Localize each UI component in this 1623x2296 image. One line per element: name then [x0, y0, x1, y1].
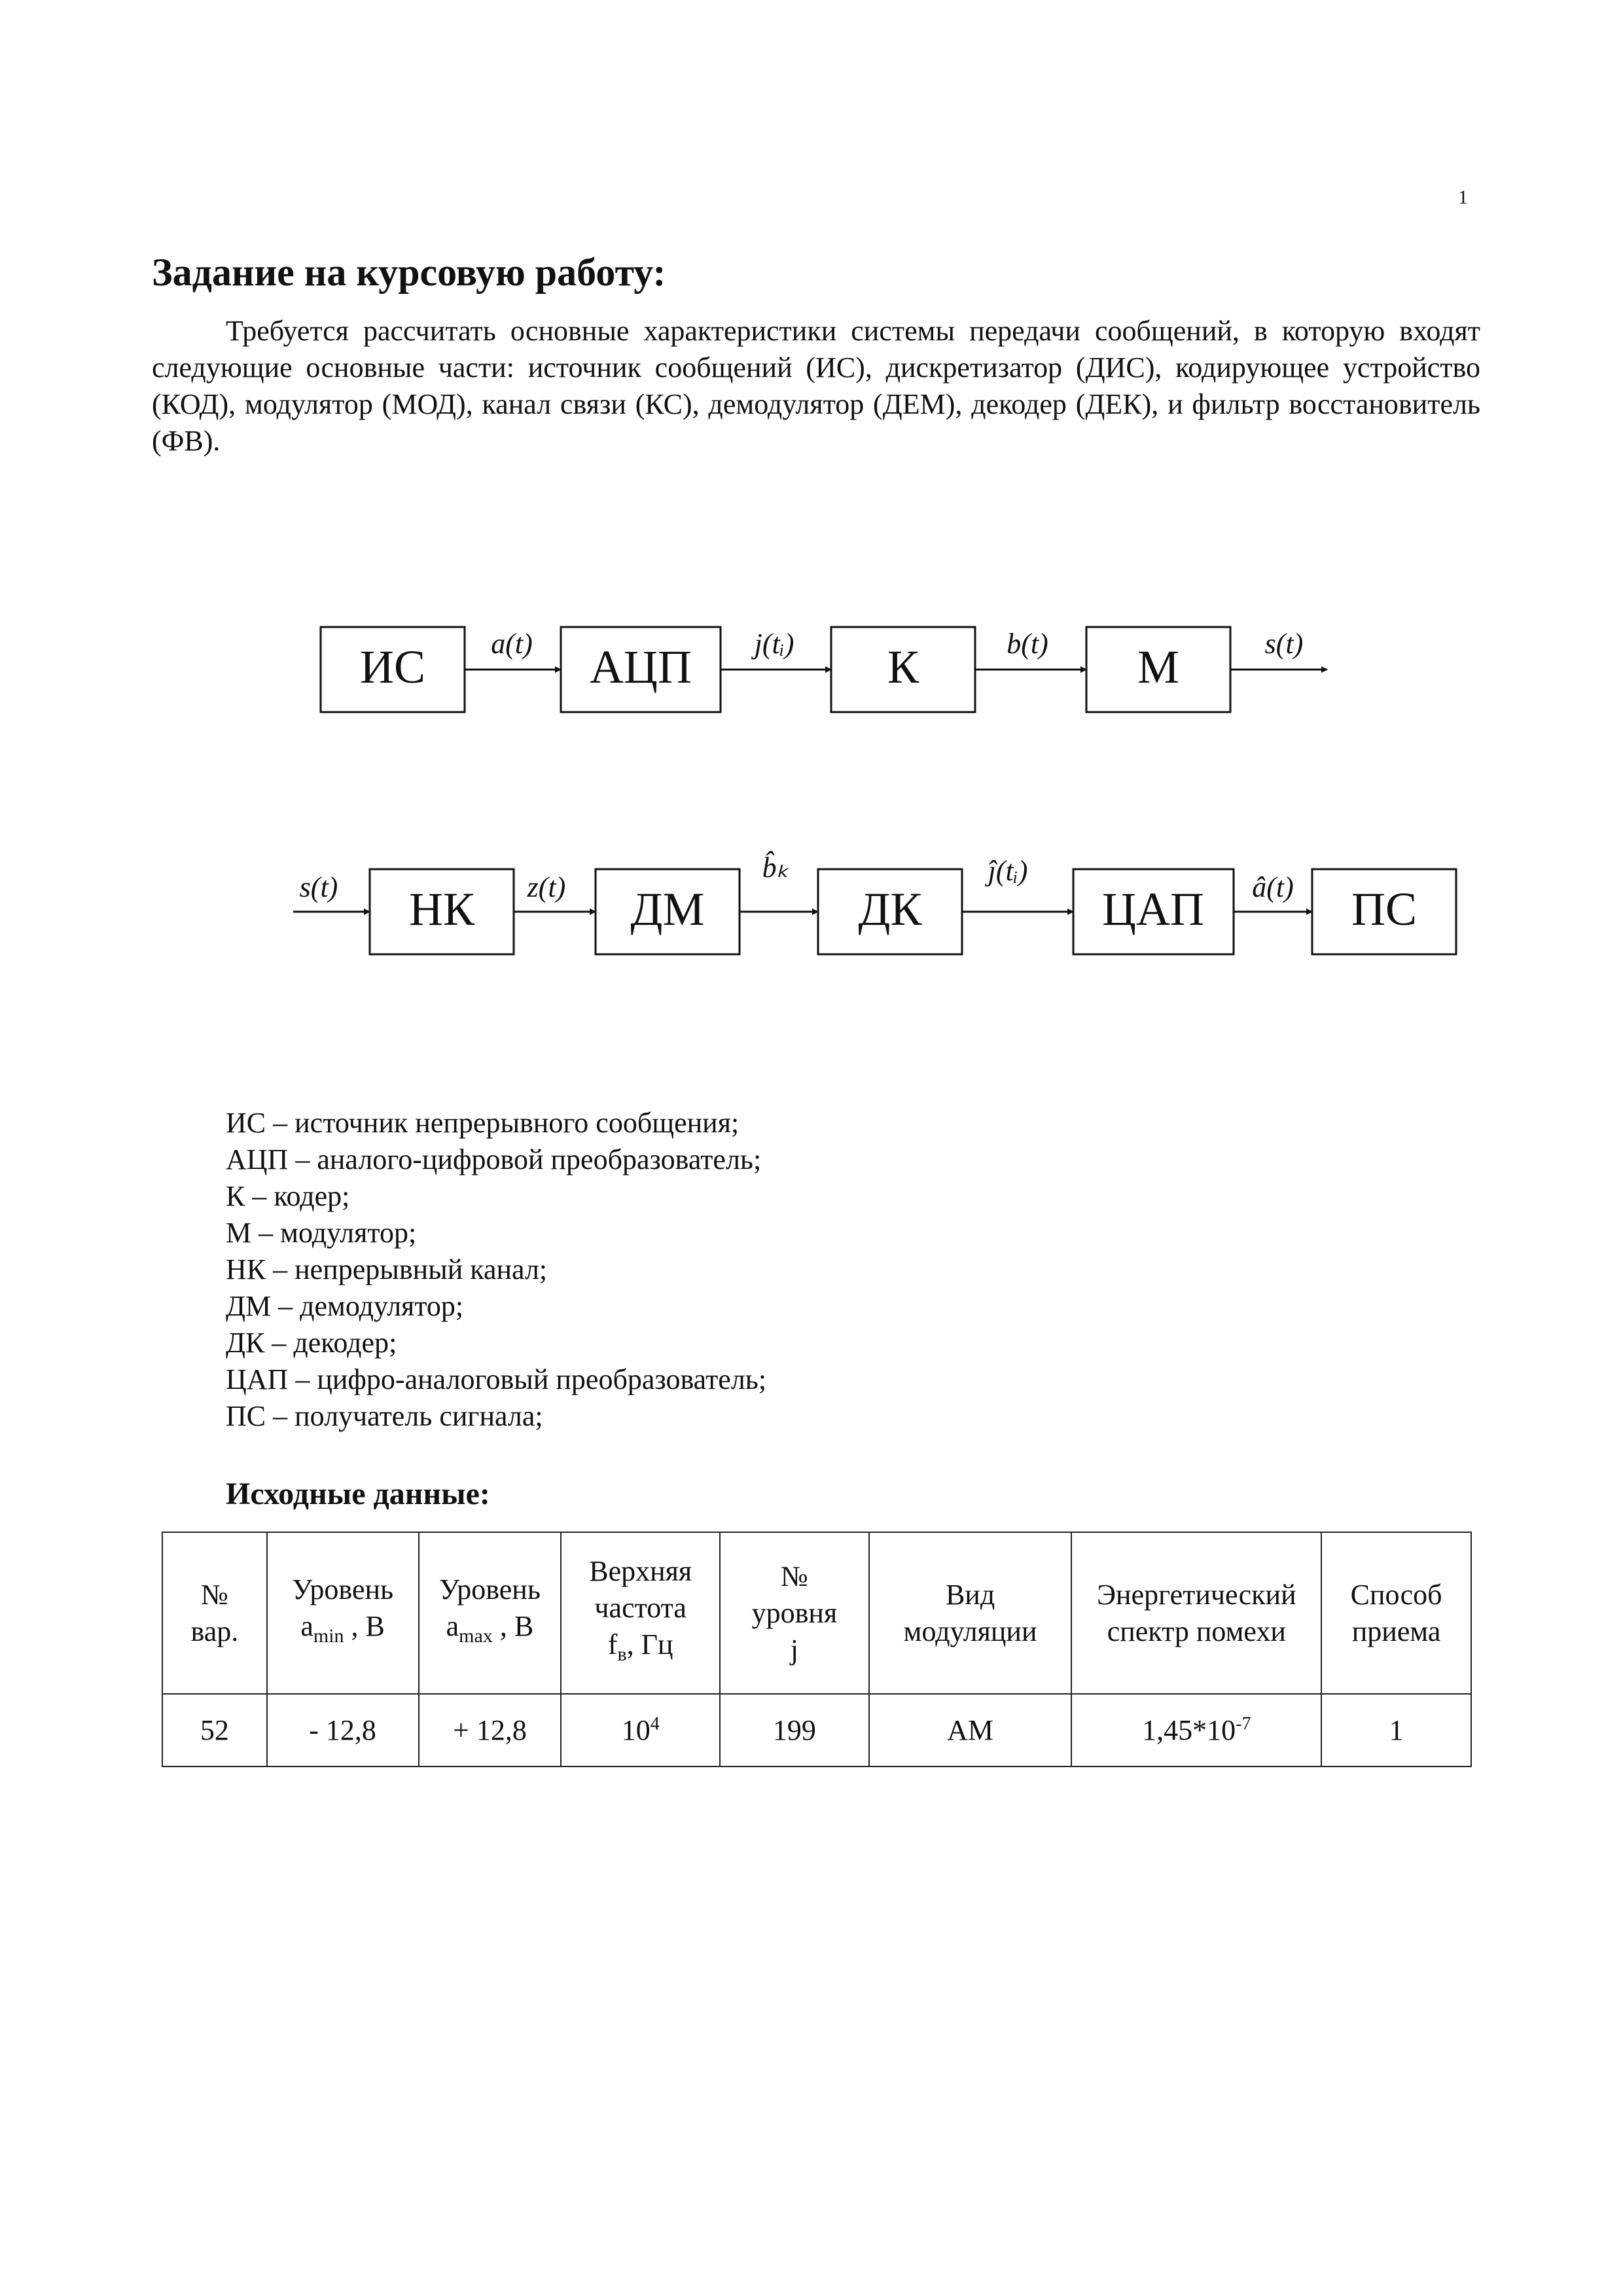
- signal-b-hat-k: b̂ₖ: [762, 852, 789, 884]
- header-reception: Способ приема: [1321, 1532, 1471, 1694]
- intro-paragraph: Требуется рассчитать основные характеристики системы передачи сообщений, в которую входят следующие основные части: источник сообщений (ИС), дискретизатор (ДИС), кодирующее устройство (КОД), модулятор (МОД), канал связи (КС), демодулятор (ДЕМ), декодер (ДЕК), и фильтр восстановитель (ФВ).: [152, 315, 1480, 457]
- signal-s-t-in: s(t): [299, 871, 338, 903]
- legend-item: НК – непрерывный канал;: [226, 1253, 548, 1285]
- signal-z-t: z(t): [527, 871, 566, 903]
- page-title: Задание на курсовую работу:: [152, 251, 666, 294]
- header-variant: № вар.: [162, 1532, 267, 1694]
- input-data-table: [162, 1532, 1472, 1767]
- signal-j-ti: j(tᵢ): [754, 628, 794, 660]
- block-ps-label: ПС: [1351, 883, 1418, 935]
- cell-frequency: $10^4$: [561, 1694, 720, 1767]
- cell-variant: 52: [162, 1694, 267, 1767]
- header-frequency: Верхняя частота $f_в$, Гц: [561, 1532, 720, 1694]
- legend-item: ДМ – демодулятор;: [226, 1290, 464, 1322]
- header-spectrum: Энергетический спектр помехи: [1071, 1532, 1321, 1694]
- block-diagram: [0, 0, 1623, 1047]
- signal-b-t: b(t): [1007, 628, 1048, 660]
- cell-level: 199: [720, 1694, 869, 1767]
- abbreviation-list: [226, 1105, 766, 1435]
- legend-item: ДК – декодер;: [226, 1327, 397, 1359]
- legend-item: АЦП – аналого-цифровой преобразователь;: [226, 1143, 762, 1175]
- page-number: 1: [1458, 187, 1468, 208]
- legend-item: К – кодер;: [226, 1180, 350, 1212]
- header-amax: Уровень $a_{max}$ , В: [419, 1532, 562, 1694]
- cell-spectrum: $1,45*10^{-7}$: [1071, 1694, 1321, 1767]
- cell-amin: - 12,8: [267, 1694, 419, 1767]
- block-nk-label: НК: [408, 883, 475, 935]
- header-amin: Уровень $a_{min}$ , В: [267, 1532, 419, 1694]
- cell-modulation: АМ: [869, 1694, 1072, 1767]
- signal-a-t: a(t): [491, 628, 533, 660]
- header-modulation: Вид модуляции: [869, 1532, 1072, 1694]
- table-header-row: [162, 1532, 1471, 1694]
- cell-reception: 1: [1321, 1694, 1471, 1767]
- table-row: [162, 1694, 1471, 1767]
- legend-item: М – модулятор;: [226, 1217, 417, 1249]
- block-dk-label: ДК: [858, 883, 922, 935]
- block-adc-label: АЦП: [590, 641, 692, 693]
- cell-amax: + 12,8: [419, 1694, 562, 1767]
- block-k-label: К: [887, 641, 919, 693]
- signal-a-hat-t: â(t): [1252, 871, 1294, 903]
- legend-item: ИС – источник непрерывного сообщения;: [226, 1107, 740, 1139]
- section-title-input-data: Исходные данные:: [226, 1477, 490, 1511]
- legend-item: ЦАП – цифро-аналоговый преобразователь;: [226, 1363, 767, 1395]
- block-m-label: М: [1137, 641, 1180, 693]
- signal-s-t-out: s(t): [1264, 628, 1304, 660]
- block-is-label: ИС: [359, 641, 426, 693]
- signal-j-hat-ti: ĵ(tᵢ): [988, 855, 1028, 887]
- legend-item: ПС – получатель сигнала;: [226, 1400, 543, 1432]
- block-dac-label: ЦАП: [1102, 883, 1204, 935]
- block-dm-label: ДМ: [630, 883, 705, 935]
- header-level: № уровня j: [720, 1532, 869, 1694]
